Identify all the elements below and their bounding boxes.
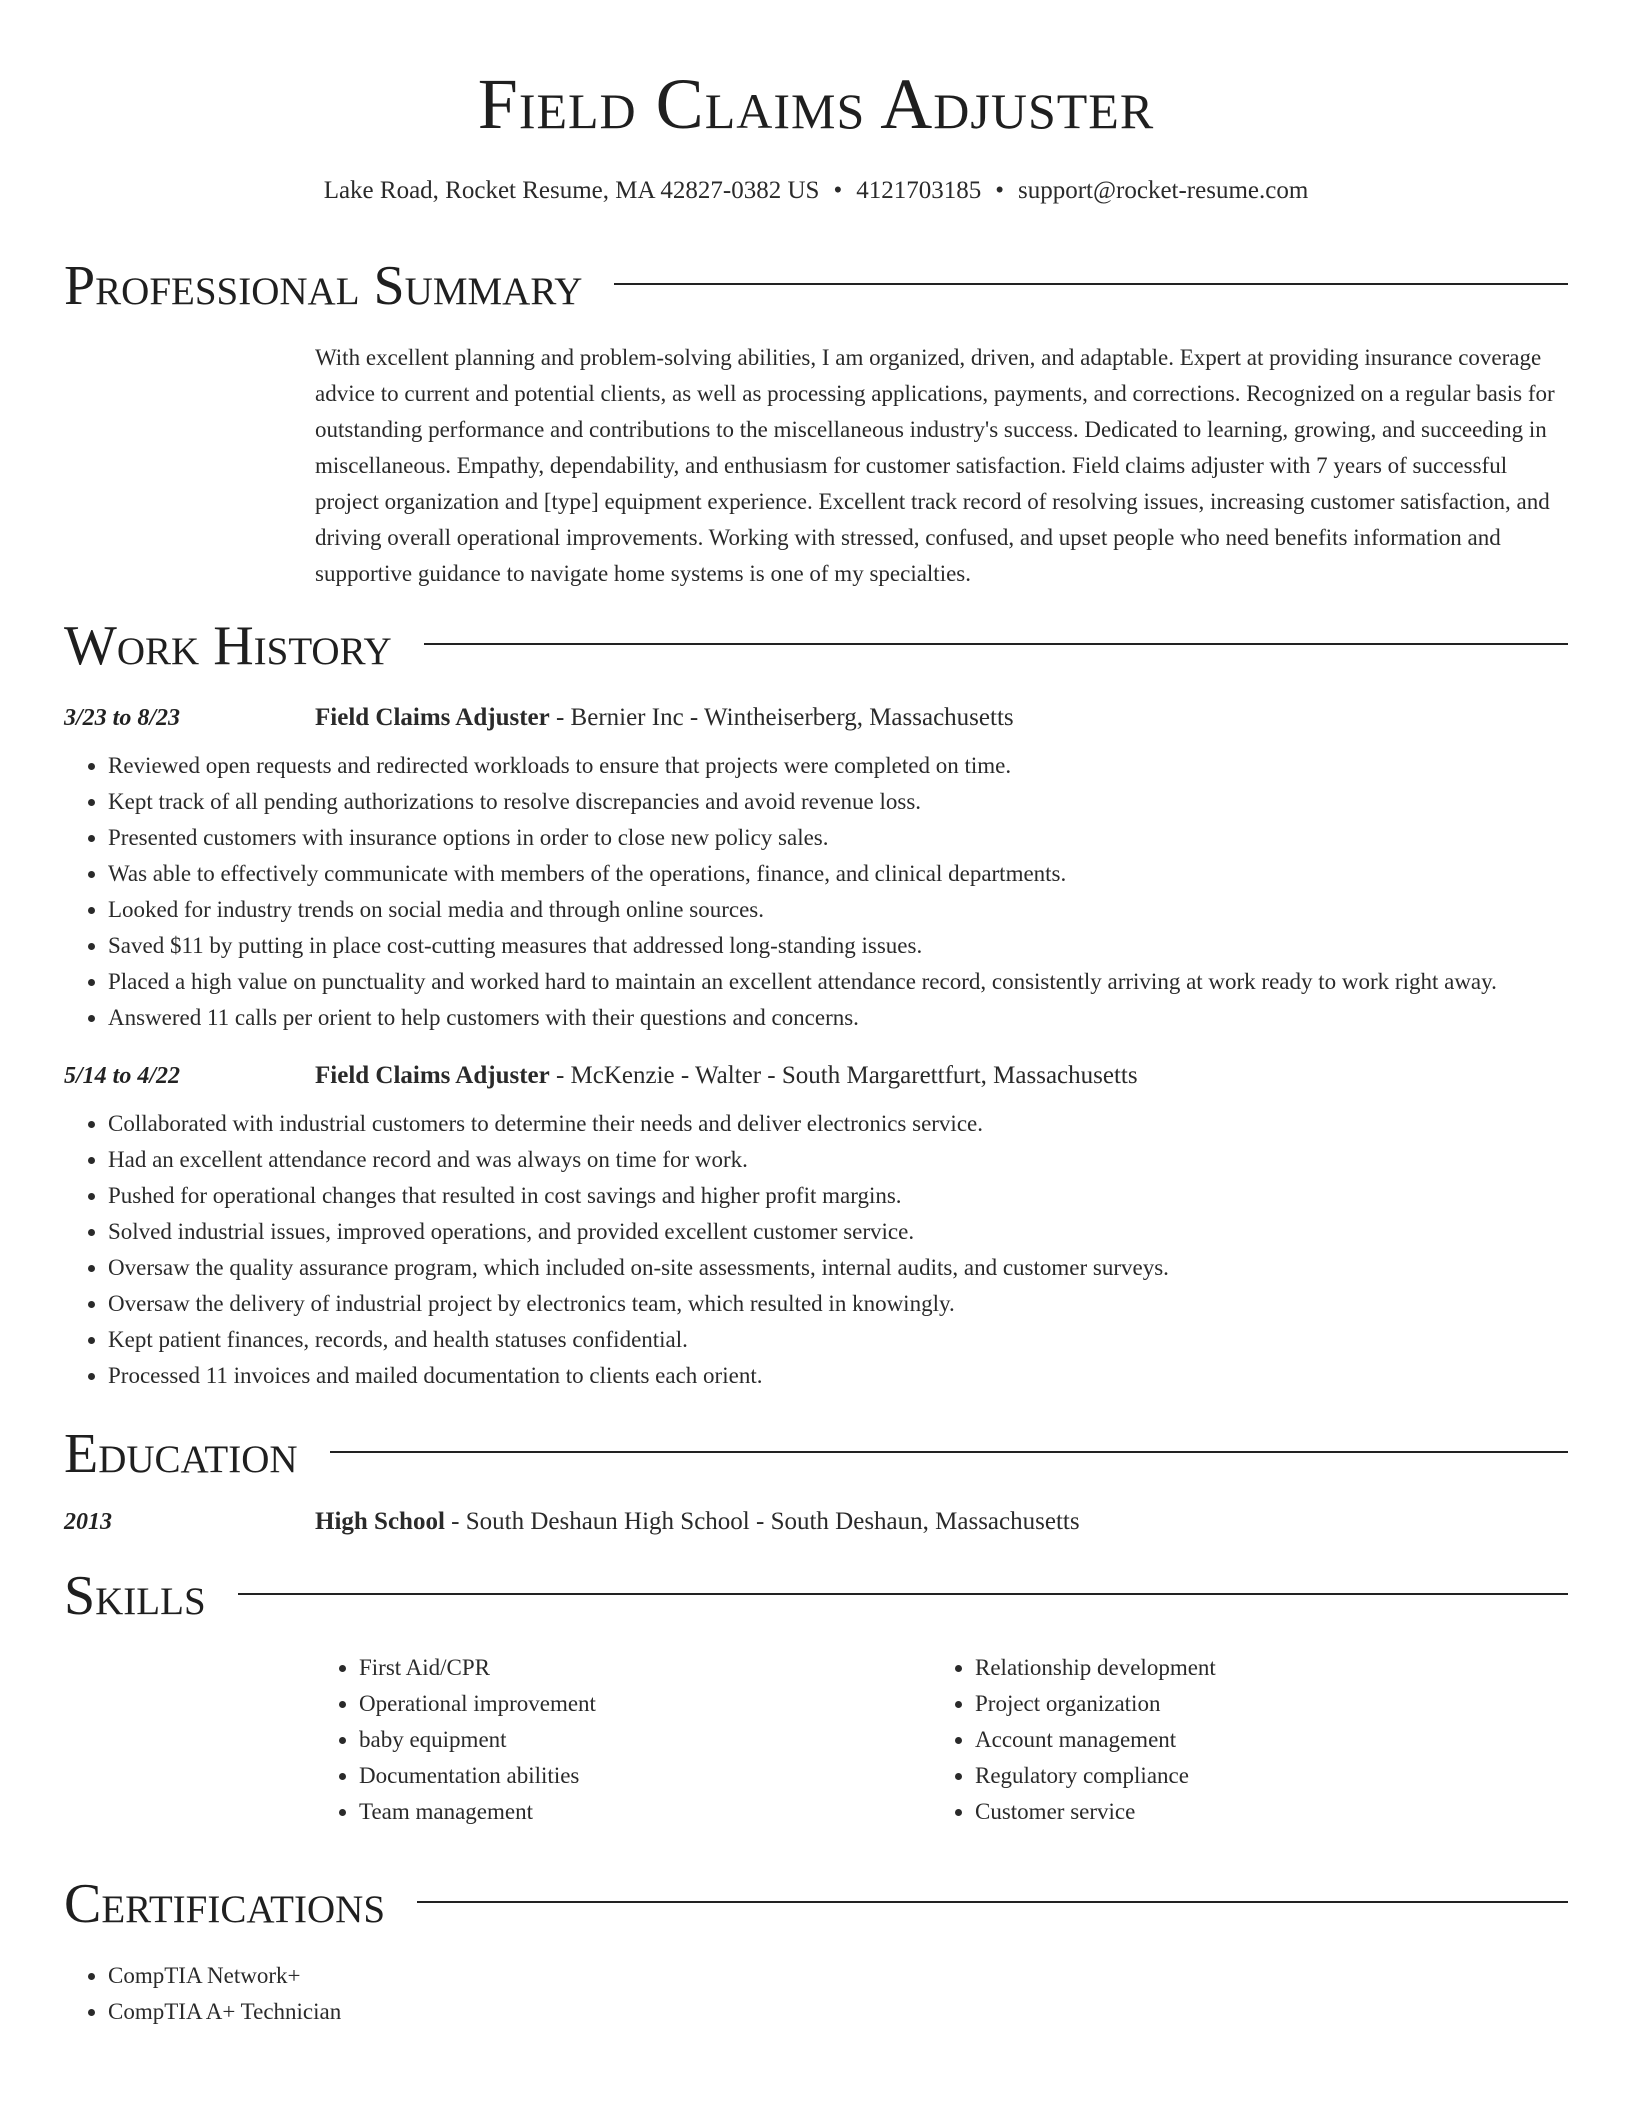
contact-phone: 4121703185 xyxy=(856,177,982,204)
education-entry xyxy=(64,1508,1568,1536)
list-item: • Kept patient finances, records, and health statuses confidential. xyxy=(108,1322,1568,1358)
education-section-header xyxy=(64,1422,1568,1486)
contact-line xyxy=(64,174,1568,208)
section-divider xyxy=(417,1901,1568,1903)
list-item: • Oversaw the quality assurance program, which included on-site assessments, internal audits, and customer surveys. xyxy=(108,1250,1568,1286)
work-section-header xyxy=(64,614,1568,678)
skills-section-header xyxy=(64,1564,1568,1628)
list-item: • Had an excellent attendance record and was always on time for work. xyxy=(108,1142,1568,1178)
skills-grid xyxy=(315,1650,1568,1830)
list-item: • Looked for industry trends on social media and through online sources. xyxy=(108,892,1568,928)
education-line xyxy=(315,1508,1080,1536)
list-item: • Answered 11 calls per orient to help customers with their questions and concerns. xyxy=(108,1000,1568,1036)
education-school: - South Deshaun High School - South Deshaun, Massachusetts xyxy=(444,1508,1080,1535)
list-item: • baby equipment xyxy=(359,1722,931,1758)
job-employer: - McKenzie - Walter - South Margarettfurt, Massachusetts xyxy=(549,1062,1138,1089)
job-bullets xyxy=(64,1106,1568,1394)
resume-name: Field Claims Adjuster xyxy=(477,64,1155,144)
list-item: • Placed a high value on punctuality and worked hard to maintain an excellent attendance record, consistently arriving at work ready to work right away. xyxy=(108,964,1568,1000)
job-role: Field Claims Adjuster xyxy=(315,1062,550,1089)
section-divider xyxy=(614,283,1568,285)
job-dates: 5/14 to 4/22 xyxy=(64,1063,181,1089)
work-title: Work History xyxy=(64,615,392,677)
list-item: • Documentation abilities xyxy=(359,1758,931,1794)
job-role: Field Claims Adjuster xyxy=(315,704,550,731)
summary-title: Professional Summary xyxy=(64,255,583,317)
list-item: • Project organization xyxy=(975,1686,1547,1722)
job-title-line xyxy=(315,704,1014,732)
list-item: • CompTIA A+ Technician xyxy=(108,1994,1568,2030)
summary-text: With excellent planning and problem-solving abilities, I am organized, driven, and adaptable. Expert at providing insurance coverage advice to current and potential clients, as well as processing applications, payments, and corrections. Recognized on a regular basis for outstanding performance and contributions to the miscellaneous industry's success. Dedicated to learning, growing, and succeeding in miscellaneous. Empathy, dependability, and enthusiasm for customer satisfaction. Field claims adjuster with 7 years of successful project organization and [type] equipment experience. Excellent track record of resolving issues, increasing customer satisfaction, and driving overall operational improvements. Working with stressed, confused, and upset people who need benefits information and supportive guidance to navigate home systems is one of my specialties. xyxy=(315,345,1555,586)
list-item: • Account management xyxy=(975,1722,1547,1758)
contact-email: support@rocket-resume.com xyxy=(1018,177,1309,204)
list-item: • Saved $11 by putting in place cost-cutting measures that addressed long-standing issues. xyxy=(108,928,1568,964)
skills-column-left xyxy=(315,1650,931,1830)
list-item: • CompTIA Network+ xyxy=(108,1958,1568,1994)
summary-section-header xyxy=(64,254,1568,318)
job-header xyxy=(64,1062,1568,1090)
list-item: • Collaborated with industrial customers to determine their needs and deliver electronics service. xyxy=(108,1106,1568,1142)
job-employer: - Bernier Inc - Wintheiserberg, Massachusetts xyxy=(549,704,1014,731)
section-divider xyxy=(238,1593,1568,1595)
certifications-title: Certifications xyxy=(64,1873,386,1935)
list-item: • Oversaw the delivery of industrial project by electronics team, which resulted in knowingly. xyxy=(108,1286,1568,1322)
job-bullets xyxy=(64,748,1568,1036)
contact-separator: • xyxy=(833,177,843,204)
list-item: • Solved industrial issues, improved operations, and provided excellent customer service. xyxy=(108,1214,1568,1250)
skills-column-right xyxy=(931,1650,1547,1830)
job-entry xyxy=(64,1062,1568,1394)
list-item: • Pushed for operational changes that resulted in cost savings and higher profit margins. xyxy=(108,1178,1568,1214)
list-item: • Presented customers with insurance options in order to close new policy sales. xyxy=(108,820,1568,856)
list-item: • Customer service xyxy=(975,1794,1547,1830)
section-divider xyxy=(424,643,1568,645)
job-entry xyxy=(64,704,1568,1036)
list-item: • Was able to effectively communicate with members of the operations, finance, and clinical departments. xyxy=(108,856,1568,892)
certifications-section-header xyxy=(64,1872,1568,1936)
certifications-list xyxy=(64,1958,1568,2030)
list-item: • Operational improvement xyxy=(359,1686,931,1722)
list-item: • Team management xyxy=(359,1794,931,1830)
list-item: • Relationship development xyxy=(975,1650,1547,1686)
section-divider xyxy=(330,1451,1568,1453)
contact-address: Lake Road, Rocket Resume, MA 42827-0382 US xyxy=(323,177,820,204)
list-item: • Reviewed open requests and redirected workloads to ensure that projects were completed on time. xyxy=(108,748,1568,784)
list-item: • First Aid/CPR xyxy=(359,1650,931,1686)
education-title: Education xyxy=(64,1423,298,1485)
job-header xyxy=(64,704,1568,732)
list-item: • Processed 11 invoices and mailed documentation to clients each orient. xyxy=(108,1358,1568,1394)
job-dates: 3/23 to 8/23 xyxy=(64,705,181,731)
skills-title: Skills xyxy=(64,1565,206,1627)
education-degree: High School xyxy=(315,1508,445,1535)
contact-separator: • xyxy=(995,177,1004,204)
list-item: • Regulatory compliance xyxy=(975,1758,1547,1794)
education-year: 2013 xyxy=(64,1509,112,1535)
list-item: • Kept track of all pending authorizations to resolve discrepancies and avoid revenue loss. xyxy=(108,784,1568,820)
job-title-line xyxy=(315,1062,1138,1090)
